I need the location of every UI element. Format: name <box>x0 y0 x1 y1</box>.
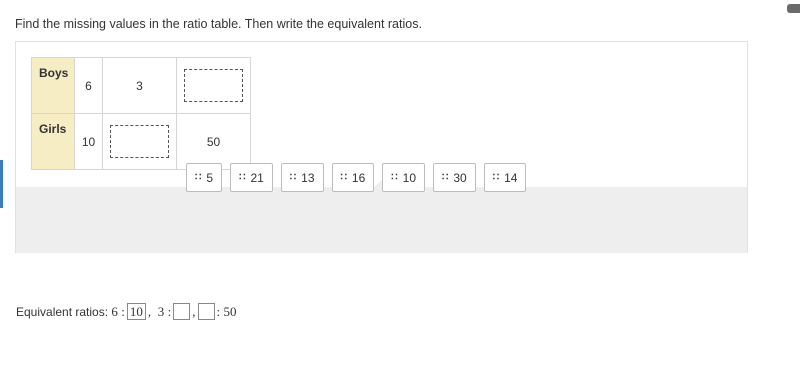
ratio-table-panel <box>15 41 748 253</box>
tile-value: 5 <box>206 170 214 185</box>
answer-tile[interactable] <box>382 163 425 192</box>
drop-target-boys-3[interactable] <box>184 69 243 102</box>
row-header-boys: Boys <box>32 58 75 114</box>
drag-handle-icon: ∷ <box>289 172 296 183</box>
drag-handle-icon: ∷ <box>442 172 448 183</box>
tile-value: 16 <box>351 170 366 185</box>
cell-girls-2 <box>103 114 177 170</box>
instructions-text: Find the missing values in the ratio table. Then write the equivalent ratios. <box>15 17 422 31</box>
comma-separator: , <box>147 303 152 319</box>
answer-tile[interactable] <box>230 163 273 192</box>
table-row-girls <box>32 114 251 170</box>
tile-value: 21 <box>250 170 264 185</box>
focus-indicator <box>0 160 3 208</box>
cell-boys-3 <box>177 58 251 114</box>
answer-tile[interactable] <box>281 163 324 192</box>
comma-separator: , <box>192 303 196 319</box>
drag-handle-icon: ∷ <box>195 172 201 183</box>
drop-target-girls-2[interactable] <box>110 125 169 158</box>
ratio2-right-input[interactable] <box>173 303 190 320</box>
answer-tile[interactable] <box>332 163 375 192</box>
drag-handle-icon: ∷ <box>239 172 245 183</box>
tile-value: 14 <box>504 170 518 185</box>
ratio1-right-input[interactable]: 10 <box>127 303 146 320</box>
ratio1-separator: : <box>121 303 125 319</box>
table-row-boys <box>32 58 251 114</box>
cell-girls-1: 10 <box>75 114 103 170</box>
drag-handle-icon: ∷ <box>391 172 397 183</box>
cell-boys-2: 3 <box>103 58 177 114</box>
answer-tile[interactable] <box>433 163 476 192</box>
answer-tile[interactable] <box>484 163 527 192</box>
equivalent-ratios-label: Equivalent ratios: <box>16 304 109 319</box>
cell-boys-1: 6 <box>75 58 103 114</box>
tile-value: 10 <box>402 170 416 185</box>
tile-value: 13 <box>301 170 315 185</box>
ratio-table <box>31 57 251 170</box>
answer-tile-tray <box>16 187 747 253</box>
tile-value: 30 <box>453 170 467 185</box>
ratio2-left: 3 <box>157 303 165 319</box>
equivalent-ratios <box>16 303 236 320</box>
cell-girls-3: 50 <box>177 114 251 170</box>
answer-tiles <box>186 163 534 192</box>
drag-handle-icon: ∷ <box>492 172 499 183</box>
answer-tile[interactable] <box>186 163 222 192</box>
scroll-handle <box>787 4 800 13</box>
row-header-girls: Girls <box>32 114 75 170</box>
drag-handle-icon: ∷ <box>340 172 346 183</box>
ratio1-left: 6 <box>111 303 118 319</box>
ratio2-separator: : <box>167 303 172 319</box>
ratio3-separator: : <box>216 303 221 319</box>
ratio3-right: 50 <box>223 303 237 319</box>
ratio3-left-input[interactable] <box>198 303 215 320</box>
